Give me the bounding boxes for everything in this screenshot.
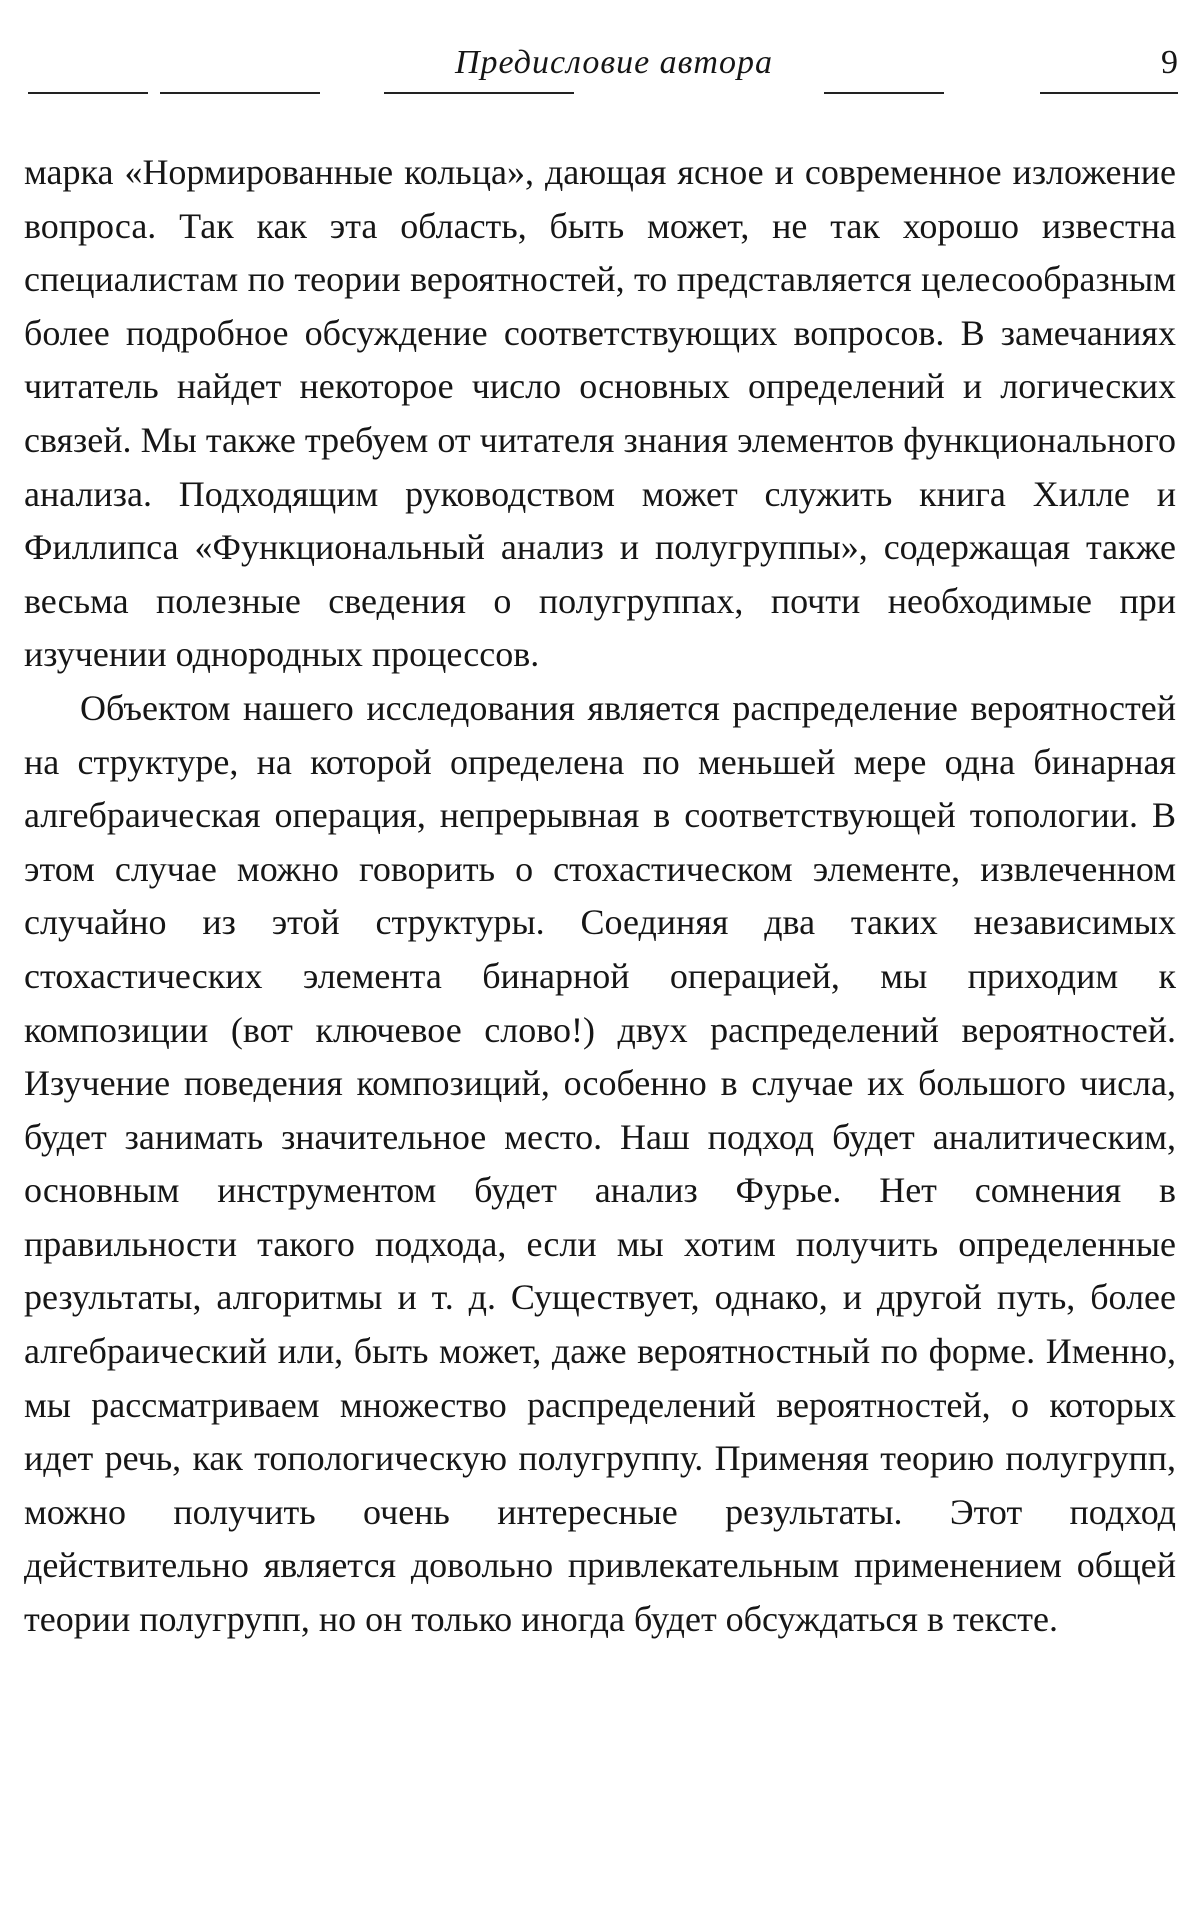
running-header (24, 44, 1184, 98)
paragraph-continuation: марка «Нормированные кольца», дающая ясное и современное изложение вопроса. Так как эта область, быть может, не так хорошо известна специалистам по теории вероятностей, то представляется целесообразным более подробное обсуждение соответствующих вопросов. В замечаниях читатель найдет некоторое число основных определений и логических связей. Мы также требуем от читателя знания элементов функционального анализа. Подходящим руководством может служить книга Хилле и Филлипса «Функциональный анализ и полугруппы», содержащая также весьма полезные сведения о полугруппах, почти необходимые при изучении однородных процессов. (24, 152, 1176, 675)
header-rule (824, 92, 944, 94)
header-rule (160, 92, 320, 94)
body-text (24, 146, 1176, 1647)
header-rule (1040, 92, 1178, 94)
header-rule (384, 92, 574, 94)
running-title: Предисловие автора (455, 44, 773, 81)
paragraph-object-of-study: Объектом нашего исследования является распределение вероятностей на структуре, на которой определена по меньшей мере одна бинарная алгебраическая операция, непрерывная в соответствующей топологии. В этом случае можно говорить о стохастическом элементе, извлеченном случайно из этой структуры. Соединяя два таких независимых стохастических элемента бинарной операцией, мы приходим к композиции (вот ключевое слово!) двух распределений вероятностей. Изучение поведения композиций, особенно в случае их большого числа, будет занимать значительное место. Наш подход будет аналитическим, основным инструментом будет анализ Фурье. Нет сомнения в правильности такого подхода, если мы хотим получить определенные результаты, алгоритмы и т. д. Существует, однако, и другой путь, более алгебраический или, быть может, даже вероятностный по форме. Именно, мы рассматриваем множество распределений вероятностей, о которых идет речь, как топологическую полугруппу. Применяя теорию полугрупп, можно получить очень интересные результаты. Этот подход действительно является довольно привлекательным применением общей теории полугрупп, но он только иногда будет обсуждаться в тексте. (24, 687, 1176, 1640)
page-number: 9 (1161, 44, 1178, 81)
header-rule (28, 92, 148, 94)
